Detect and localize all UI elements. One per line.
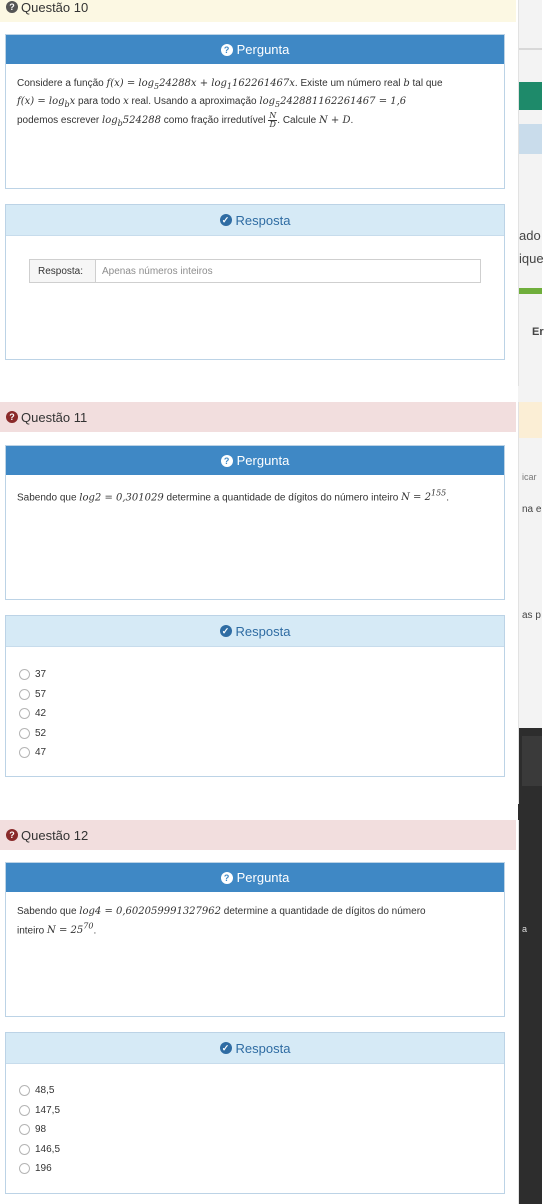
question-circle-icon: ? xyxy=(221,44,233,56)
question-header xyxy=(0,0,516,22)
pergunta-label: Pergunta xyxy=(236,453,290,468)
bg-text: Er xyxy=(532,326,544,338)
answer-field-group xyxy=(29,259,481,283)
option-label: 57 xyxy=(35,688,47,700)
resposta-panel xyxy=(5,1032,505,1194)
option-item[interactable] xyxy=(6,665,504,685)
radio-button[interactable] xyxy=(19,669,30,680)
radio-button[interactable] xyxy=(19,1085,30,1096)
resposta-label: Resposta xyxy=(235,623,291,639)
option-item[interactable] xyxy=(6,1101,504,1121)
option-item[interactable] xyxy=(6,1159,504,1179)
radio-button[interactable] xyxy=(19,1124,30,1135)
option-label: 42 xyxy=(35,708,47,720)
question-text: Sabendo que log4 = 0,602059991327962 determine a quantidade de dígitos do número inteiro $N = 25^{70}$. xyxy=(17,906,426,937)
radio-button[interactable] xyxy=(19,1144,30,1155)
question-title: Questão 12 xyxy=(21,827,89,843)
option-item[interactable] xyxy=(6,724,504,744)
question-text: Considere a função $f(x) = \log_524288x + \log_1162261467x$. Existe um número real b tal que $f(x) = \log_bx$ para todo x real. Usando a aproximação $\log_5242881162261467 = 1,6$ podemos escrever $\log_b524288$ como fração irredutível $\frac{N}{D}$ . Calcule N + D. xyxy=(17,78,443,129)
resposta-header xyxy=(6,1033,504,1064)
option-item[interactable] xyxy=(6,1140,504,1160)
bg-text: as p xyxy=(522,610,541,621)
option-item[interactable] xyxy=(6,1081,504,1101)
option-item[interactable] xyxy=(6,1120,504,1140)
pergunta-label: Pergunta xyxy=(236,42,290,57)
resposta-header xyxy=(6,205,504,236)
bg-text: a xyxy=(522,924,528,934)
pergunta-panel xyxy=(5,862,505,1017)
question-title: Questão 10 xyxy=(21,0,89,15)
option-label: 147,5 xyxy=(35,1104,61,1116)
option-label: 196 xyxy=(35,1163,52,1175)
radio-button[interactable] xyxy=(19,1105,30,1116)
resposta-header xyxy=(6,616,504,647)
option-item[interactable] xyxy=(6,704,504,724)
check-circle-icon: ✓ xyxy=(220,625,232,637)
bg-text: ique xyxy=(519,251,544,266)
option-label: 37 xyxy=(35,669,47,681)
question-text: Sabendo que log2 = 0,301029 determine a quantidade de dígitos do número inteiro $N = 2^{155}$. xyxy=(17,489,450,504)
option-label: 98 xyxy=(35,1124,47,1136)
check-circle-icon: ✓ xyxy=(220,1042,232,1054)
radio-button[interactable] xyxy=(19,689,30,700)
question-title: Questão 11 xyxy=(21,409,88,425)
pergunta-header xyxy=(6,863,504,892)
option-item[interactable] xyxy=(6,685,504,705)
option-label: 47 xyxy=(35,747,47,759)
pergunta-panel xyxy=(5,34,505,189)
options-list xyxy=(6,1064,504,1179)
radio-button[interactable] xyxy=(19,728,30,739)
radio-button[interactable] xyxy=(19,1163,30,1174)
bg-text: ado xyxy=(519,228,541,243)
question-header xyxy=(0,820,516,850)
radio-button[interactable] xyxy=(19,747,30,758)
answer-label: Resposta: xyxy=(30,260,96,282)
bg-text: icar xyxy=(522,472,537,482)
resposta-panel xyxy=(5,615,505,777)
option-item[interactable] xyxy=(6,743,504,763)
options-list xyxy=(6,647,504,763)
question-status-icon: ? xyxy=(6,1,18,13)
pergunta-header xyxy=(6,35,504,64)
resposta-label: Resposta xyxy=(235,212,291,228)
question-header xyxy=(0,402,516,432)
pergunta-header xyxy=(6,446,504,475)
question-circle-icon: ? xyxy=(221,872,233,884)
option-label: 48,5 xyxy=(35,1085,55,1097)
question-status-icon: ? xyxy=(6,411,18,423)
check-circle-icon: ✓ xyxy=(220,214,232,226)
answer-input[interactable] xyxy=(96,260,480,282)
background-window-strip xyxy=(518,0,542,1204)
pergunta-panel xyxy=(5,445,505,600)
resposta-label: Resposta xyxy=(235,1040,291,1056)
pergunta-label: Pergunta xyxy=(236,870,290,885)
bg-text: na e xyxy=(522,504,542,515)
option-label: 146,5 xyxy=(35,1143,61,1155)
question-status-icon: ? xyxy=(6,829,18,841)
option-label: 52 xyxy=(35,727,47,739)
question-circle-icon: ? xyxy=(221,455,233,467)
radio-button[interactable] xyxy=(19,708,30,719)
